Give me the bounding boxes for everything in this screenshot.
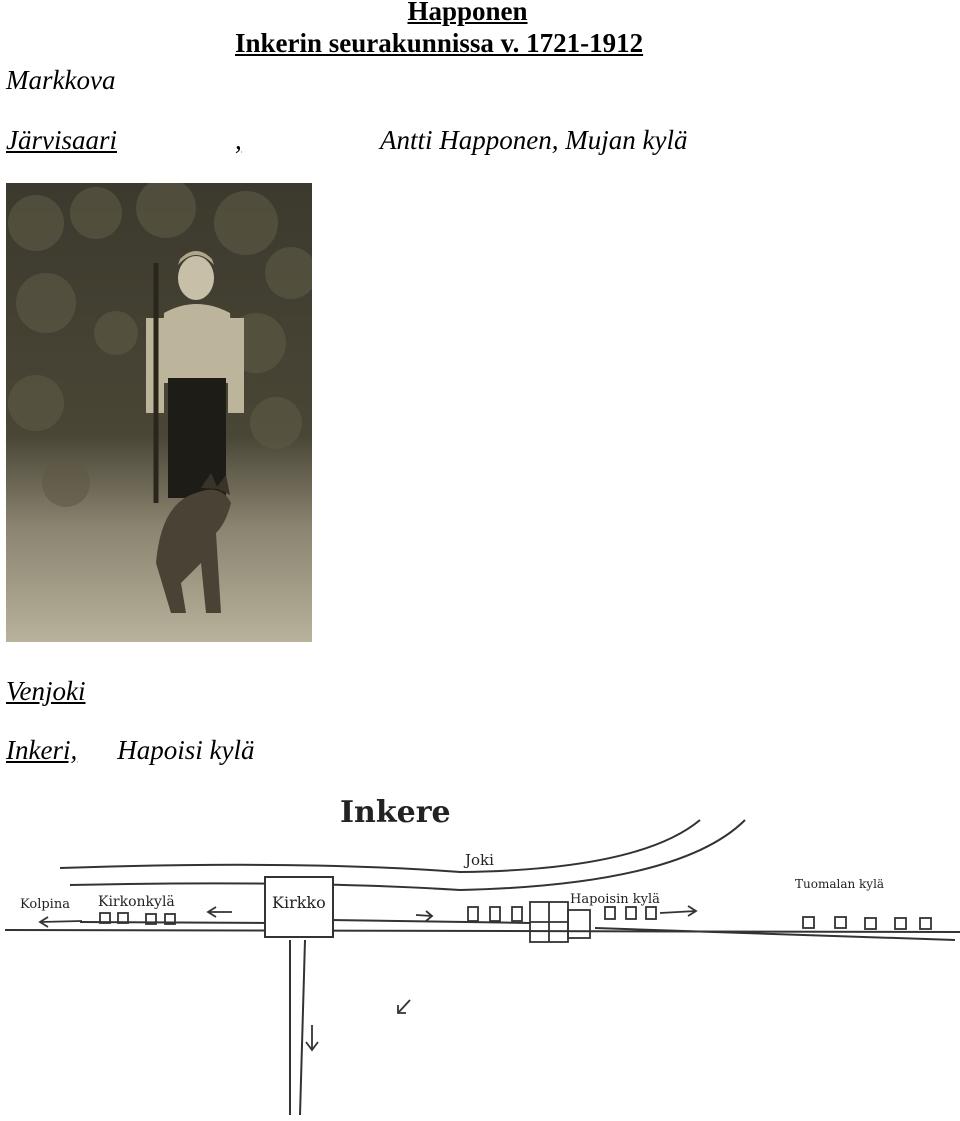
inkeri-line (6, 735, 254, 766)
village-name: Järvisaari (6, 125, 117, 155)
map-label-kolpina: Kolpina (20, 897, 70, 912)
parish-name-venjoki (6, 676, 85, 707)
person-caption: Antti Happonen, Mujan kylä (380, 125, 688, 155)
village-comma: , (235, 125, 242, 155)
river-lines (60, 820, 745, 890)
parish-name-markkova: Markkova (6, 65, 116, 95)
hand-drawn-map (0, 780, 960, 1121)
map-label-hapoisin: Hapoisin kylä (570, 892, 660, 907)
church-label: Kirkko (272, 893, 326, 912)
inkeri-name: Inkeri, (6, 735, 78, 765)
village-line (6, 125, 242, 156)
church-box (265, 877, 333, 937)
map-label-tuomala: Tuomalan kylä (795, 877, 885, 891)
historical-photo (6, 183, 312, 642)
map-title: Inkere (340, 795, 451, 830)
village-hapoisi: Hapoisi kylä (117, 735, 255, 765)
river-label: Joki (465, 851, 494, 869)
map-label-kirkonkyla: Kirkonkylä (98, 894, 175, 910)
road-lines (5, 920, 960, 1115)
page-title: Happonen (407, 0, 528, 26)
parish-venjoki-text: Venjoki (6, 676, 86, 706)
page-subtitle: Inkerin seurakunnissa v. 1721-1912 (235, 28, 644, 58)
